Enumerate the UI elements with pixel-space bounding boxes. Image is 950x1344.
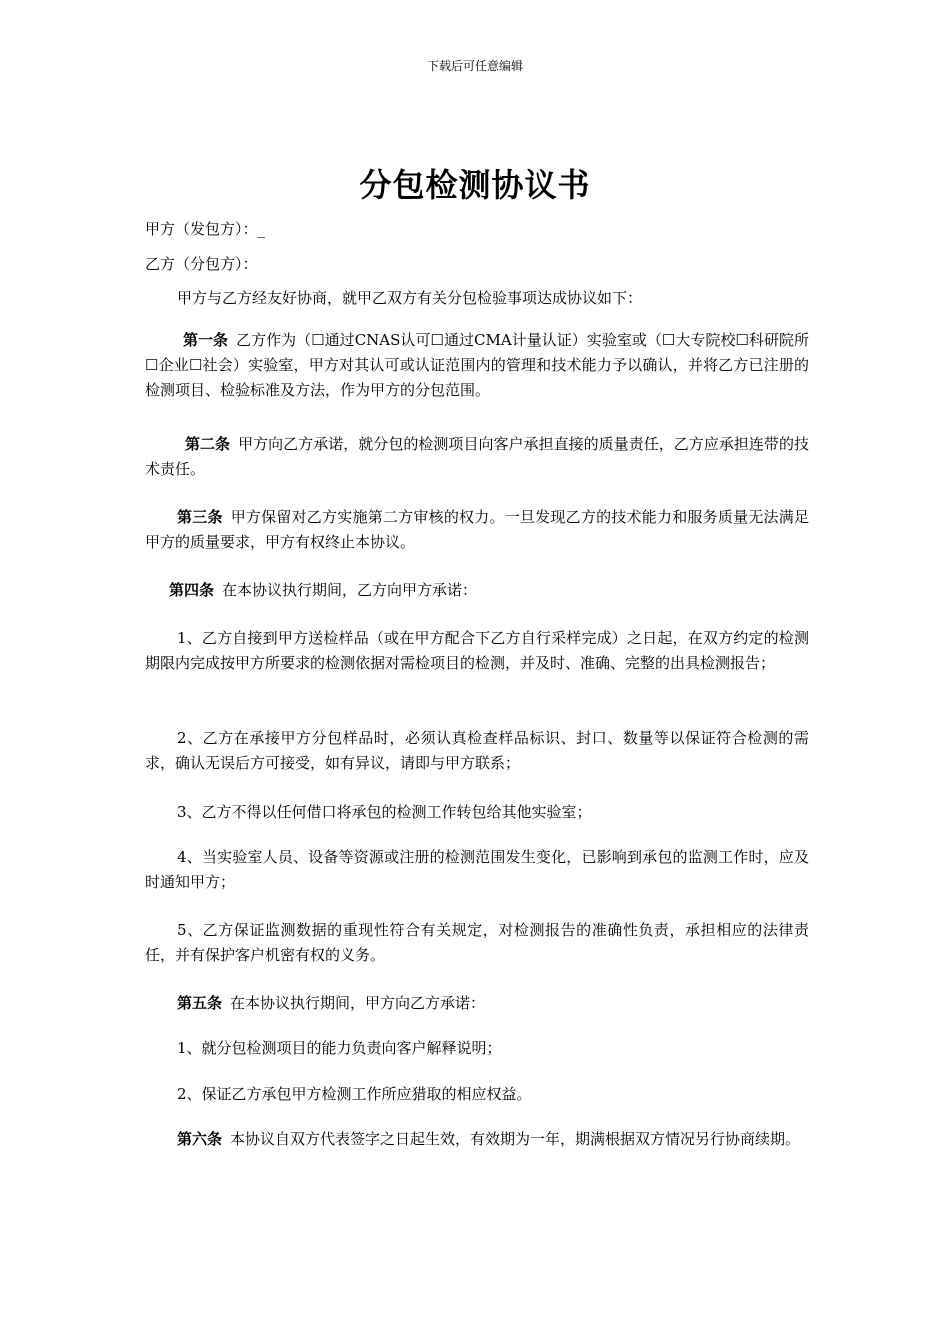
article-6-text: 本协议自双方代表签字之日起生效，有效期为一年，期满根据双方情况另行协商续期。 [230, 1130, 801, 1148]
party-a-line: 甲方（发包方）：_ [145, 220, 266, 238]
article-2-label: 第二条 [185, 435, 231, 453]
article-2-text: 甲方向乙方承诺，就分包的检测项目向客户承担直接的质量责任，乙方应承担连带的技术责任。 [145, 435, 809, 478]
article-4-item-4: 4、当实验室人员、设备等资源或注册的检测范围发生变化，已影响到承包的监测工作时，应及时通知甲方； [145, 848, 809, 891]
article-4-text: 在本协议执行期间，乙方向甲方承诺： [222, 581, 478, 599]
article-4 [145, 578, 809, 603]
article-4-label: 第四条 [169, 581, 215, 599]
article-4-item-5: 5、乙方保证监测数据的重现性符合有关规定，对检测报告的准确性负责，承担相应的法律责任，并有保护客户机密有权的义务。 [145, 921, 809, 964]
article-1-label: 第一条 [183, 331, 229, 349]
party-b-line: 乙方（分包方）： [145, 255, 258, 273]
article-5 [145, 991, 809, 1016]
article-4-item-2: 2、乙方在承接甲方分包样品时，必须认真检查样品标识、封口、数量等以保证符合检测的需求，确认无误后方可接受，如有异议，请即与甲方联系； [145, 729, 809, 772]
intro-paragraph: 甲方与乙方经友好协商，就甲乙双方有关分包检验事项达成协议如下： [177, 289, 643, 307]
article-3 [145, 505, 809, 555]
article-6-label: 第六条 [177, 1130, 223, 1148]
article-1-text: 乙方作为（☐通过CNAS认可☐通过CMA计量认证）实验室或（☐大专院校☐科研院所☐企业☐社会）实验室，甲方对其认可或认证范围内的管理和技术能力予以确认，并将乙方已注册的检测项目、检验标准及方法，作为甲方的分包范围。 [145, 331, 809, 399]
article-4-item-1: 1、乙方自接到甲方送检样品（或在甲方配合下乙方自行采样完成）之日起，在双方约定的检测期限内完成按甲方所要求的检测依据对需检项目的检测，并及时、准确、完整的出具检测报告； [145, 629, 809, 672]
article-3-label: 第三条 [177, 508, 223, 526]
article-5-text: 在本协议执行期间，甲方向乙方承诺： [230, 994, 486, 1012]
article-6 [145, 1127, 809, 1152]
article-3-text: 甲方保留对乙方实施第二方审核的权力。一旦发现乙方的技术能力和服务质量无法满足甲方的质量要求，甲方有权终止本协议。 [145, 508, 809, 551]
article-5-label: 第五条 [177, 994, 223, 1012]
article-2 [145, 432, 809, 482]
article-4-item-3: 3、乙方不得以任何借口将承包的检测工作转包给其他实验室； [177, 803, 592, 821]
article-5-item-1: 1、就分包检测项目的能力负责向客户解释说明； [177, 1039, 502, 1057]
document-title: 分包检测协议书 [359, 166, 591, 204]
header-note: 下载后可任意编辑 [426, 59, 523, 73]
article-5-item-2: 2、保证乙方承包甲方检测工作所应猎取的相应权益。 [177, 1085, 532, 1103]
article-1 [145, 328, 809, 403]
